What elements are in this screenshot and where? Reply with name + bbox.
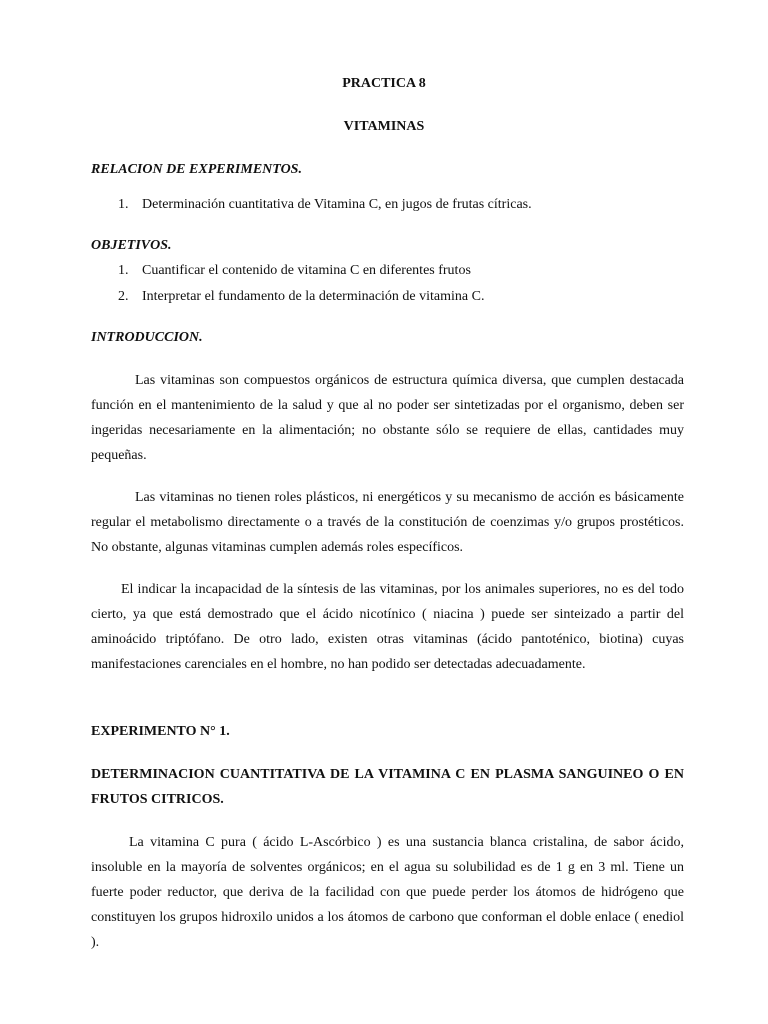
list-text: Interpretar el fundamento de la determinación de vitamina C.	[142, 289, 485, 304]
experimento-title: DETERMINACION CUANTITATIVA DE LA VITAMINA C EN PLASMA SANGUINEO O EN FRUTOS CITRICOS.	[91, 767, 684, 807]
relacion-item-1	[118, 197, 532, 213]
relacion-heading: RELACION DE EXPERIMENTOS.	[91, 162, 302, 177]
list-number: 1.	[118, 197, 129, 212]
experimento-heading: EXPERIMENTO N° 1.	[91, 724, 230, 739]
introduccion-heading: INTRODUCCION.	[91, 330, 203, 345]
intro-paragraph-1: Las vitaminas son compuestos orgánicos de estructura química diversa, que cumplen destacada función en el mantenimiento de la salud y que al no poder ser sintetizadas por el organismo, deben ser ingeridas necesariamente en la alimentación; no obstante sólo se requiere de ellas, cantidades muy pequeñas.	[91, 373, 684, 463]
objetivos-heading: OBJETIVOS.	[91, 238, 172, 253]
page-subtitle: VITAMINAS	[343, 119, 425, 134]
list-number: 2.	[118, 289, 129, 304]
intro-paragraph-3: El indicar la incapacidad de la síntesis de las vitaminas, por los animales superiores, no es del todo cierto, ya que está demostrado que el ácido nicotínico ( niacina ) puede ser sinteizado a partir del aminoácido triptófano. De otro lado, existen otras vitaminas (ácido pantoténico, biotina) cuyas manifestaciones carenciales en el hombre, no han podido ser detectadas adecuadamente.	[91, 582, 684, 672]
list-text: Cuantificar el contenido de vitamina C en diferentes frutos	[142, 263, 471, 278]
list-number: 1.	[118, 263, 129, 278]
objetivos-item-2	[118, 289, 484, 305]
experimento-paragraph: La vitamina C pura ( ácido L-Ascórbico ) es una sustancia blanca cristalina, de sabor ácido, insoluble en la mayoría de solventes orgánicos; en el agua su solubilidad es de 1 g en 3 ml. Tiene un fuerte poder reductor, que deriva de la facilidad con que puede perder los átomos de hidrógeno que constituyen los grupos hidroxilo unidos a los átomos de carbono que conforman el doble enlace ( enediol ).	[91, 835, 684, 950]
objetivos-item-1	[118, 263, 471, 279]
page-title: PRACTICA 8	[342, 76, 426, 91]
list-text: Determinación cuantitativa de Vitamina C, en jugos de frutas cítricas.	[142, 197, 532, 212]
intro-paragraph-2: Las vitaminas no tienen roles plásticos, ni energéticos y su mecanismo de acción es básicamente regular el metabolismo directamente o a través de la constitución de coenzimas y/o grupos prostéticos. No obstante, algunas vitaminas cumplen además roles específicos.	[91, 490, 684, 555]
